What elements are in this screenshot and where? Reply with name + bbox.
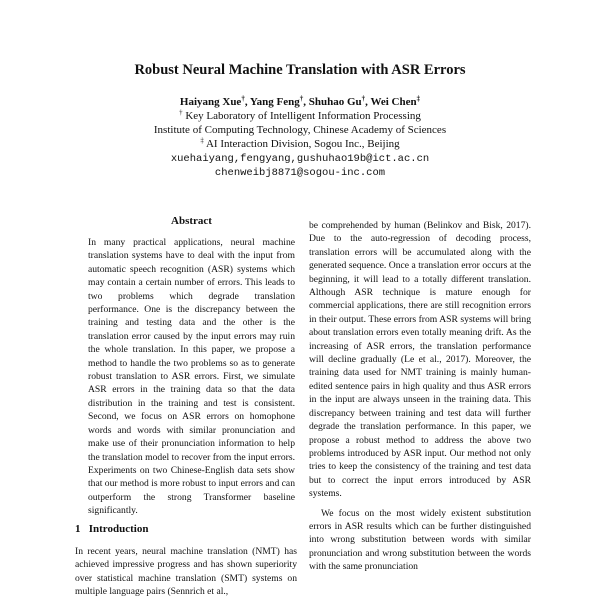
affiliation-line-3 <box>0 138 600 150</box>
author-name: Yang Feng <box>249 96 300 108</box>
email-line-1: xuehaiyang,fengyang,gushuhao19b@ict.ac.cn <box>170 153 430 165</box>
author-name: Wei Chen <box>370 96 417 108</box>
affiliation-mark: ‡ <box>416 94 421 103</box>
right-column <box>309 219 531 574</box>
abstract-text: In many practical applications, neural machine translation systems have to deal with the input from automatic speech recognition (ASR) systems which may contain a certain number of errors. This leads to two problems which degrade translation performance. One is the discrepancy between the training and testing data and the other is the translation error caused by the input errors may ruin the whole translation. In this paper, we propose a method to handle the two problems so as to generate robust translation to ASR errors. First, we simulate ASR errors in the training data so that the data distribution in the training and test is consistent. Second, we focus on ASR errors on homophone words and words with similar pronunciation and make use of their pronunciation information to help the translation model to recover from the input errors. Experiments on two Chinese-English data sets show that our method is more robust to input errors and can outperform the strong Transformer baseline significantly. <box>88 237 295 517</box>
affiliation-line-2: Institute of Computing Technology, Chinese Academy of Sciences <box>153 124 447 136</box>
section-heading-introduction <box>75 523 148 535</box>
section-title: Introduction <box>88 523 149 535</box>
author-line: Haiyang Xue†, Yang Feng†, Shuhao Gu†, Wei Chen‡ <box>179 94 421 108</box>
affiliation-mark: † <box>361 94 366 103</box>
affiliation-mark: † <box>299 94 304 103</box>
email-line-2: chenweibj8871@sogou-inc.com <box>214 167 386 179</box>
abstract-body <box>88 236 295 518</box>
affiliation-mark: † <box>241 94 245 103</box>
affiliation-mark: † <box>179 108 183 117</box>
right-paragraph-2: We focus on the most widely existent substitution errors in ASR results which can be further distinguished into wrong substitution between words with similar pronunciation and wrong substitution between the words with the same pronunciation <box>309 507 531 573</box>
abstract-heading: Abstract <box>171 215 212 227</box>
affiliation-text: Key Laboratory of Intelligent Information Processing <box>185 110 421 122</box>
affiliation-mark: ‡ <box>200 136 204 145</box>
right-paragraph-1: be comprehended by human (Belinkov and Bisk, 2017). Due to the auto-regression of decoding process, translation errors will be accumulated along with the generated sequence. Once a translation error occurs at the beginning, it will lead to a totally different translation. Although ASR technique is mature enough for commercial applications, there are still recognition errors in their output. These errors from ASR systems will bring about translation errors even totally meaning drift. As the increasing of ASR errors, the translation performance will decline gradually (Le et al., 2017). Moreover, the training data used for NMT training is mainly human-edited sentence pairs in high quality and thus ASR errors in the input are always unseen in the training data. This discrepancy between training and test data will further degrade the translation performance. In this paper, we propose a robust method to address the above two problems introduced by ASR input. Our method not only tries to keep the consistency of the training and test data but to correct the input errors introduced by ASR systems. <box>309 220 531 500</box>
intro-paragraph: In recent years, neural machine translation (NMT) has achieved impressive progress and has shown superiority over statistical machine translation (SMT) systems on multiple language pairs (Sennrich et al., <box>75 546 297 598</box>
author-name: Shuhao Gu <box>308 96 362 108</box>
affiliation-text: AI Interaction Division, Sogou Inc., Beijing <box>205 138 400 150</box>
section-number: 1 <box>75 523 81 535</box>
author-name: Haiyang Xue <box>179 96 242 108</box>
paper-title: Robust Neural Machine Translation with ASR Errors <box>134 62 466 78</box>
introduction-body <box>75 545 297 599</box>
affiliation-line-1 <box>0 110 600 122</box>
